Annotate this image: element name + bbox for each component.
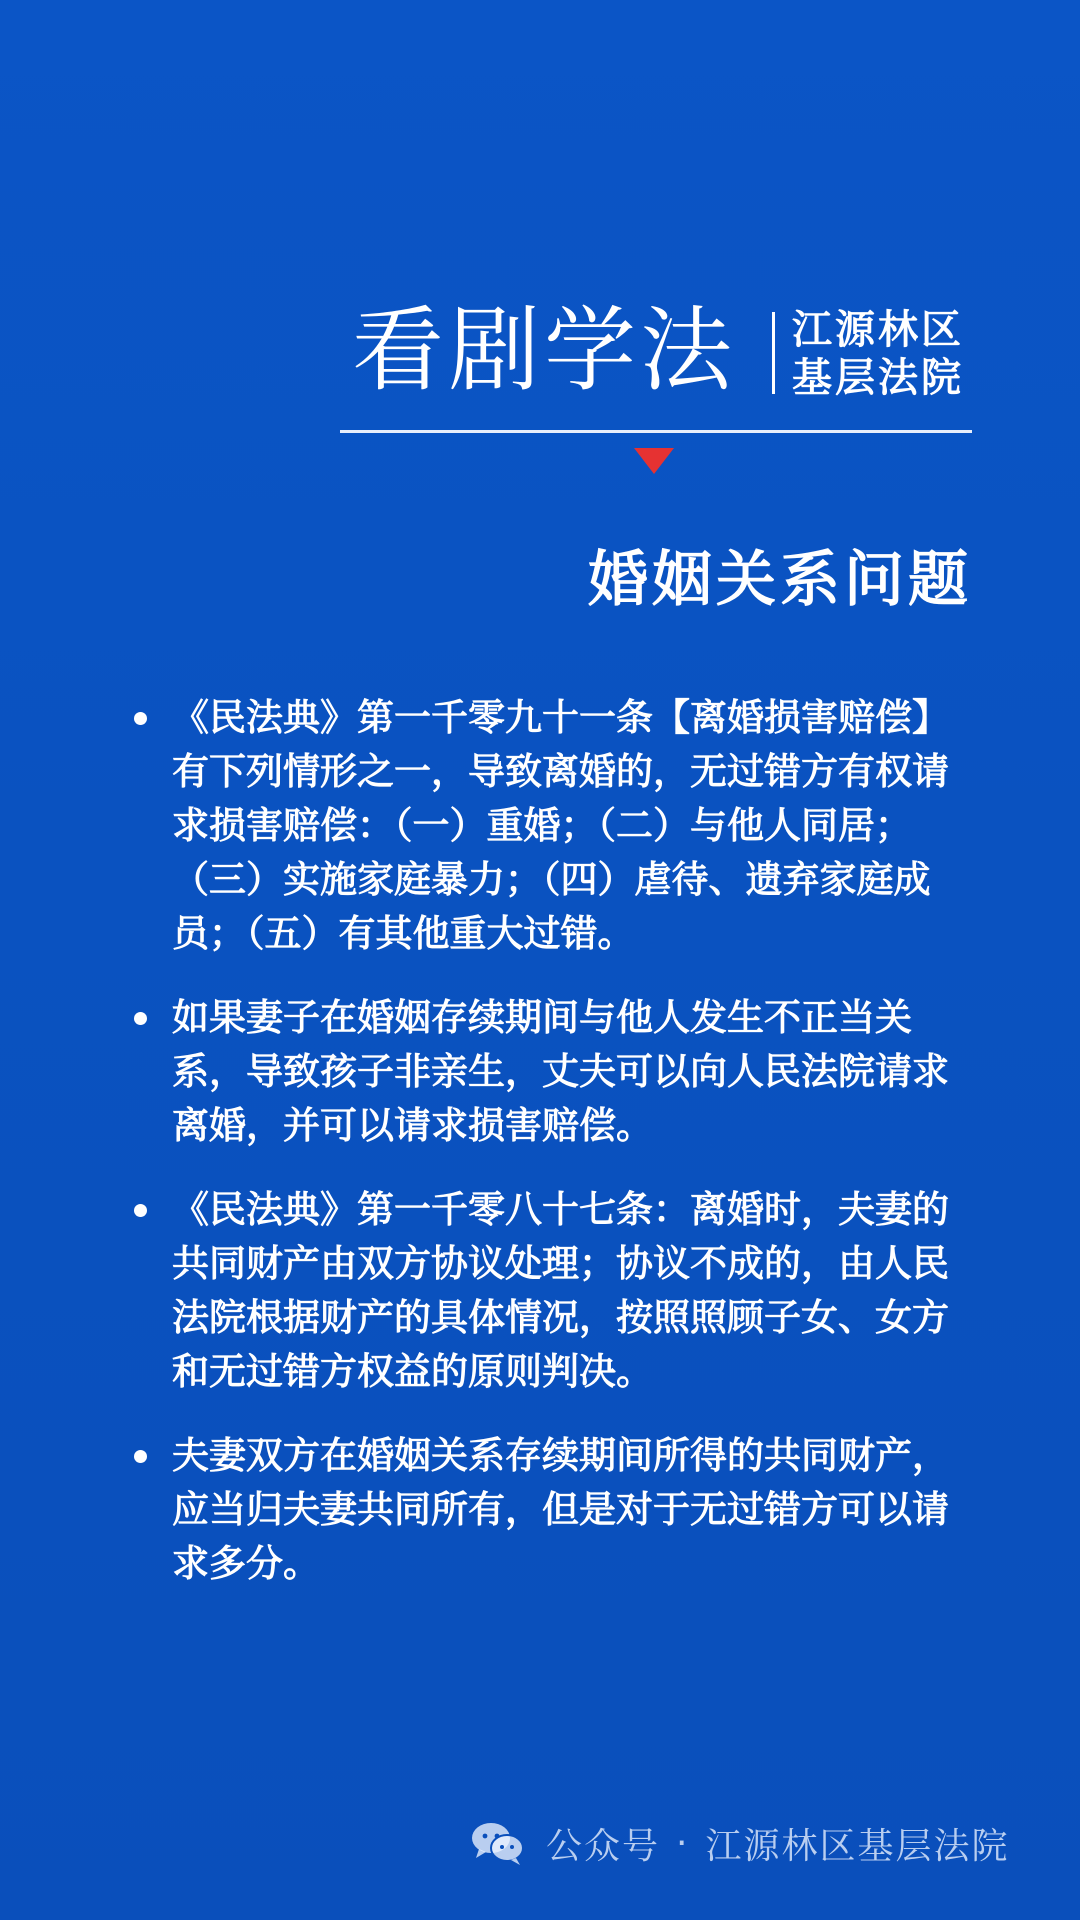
bullet-icon: [134, 1204, 147, 1217]
brand-org-line-1: 江源林区: [792, 307, 964, 353]
list-item-text: 夫妻双方在婚姻关系存续期间所得的共同财产，应当归夫妻共同所有，但是对于无过错方可以请求多分。: [172, 1433, 949, 1585]
list-item: [130, 990, 980, 1152]
section-title: 婚姻关系问题: [588, 545, 972, 615]
list-item-text: 《民法典》第一千零八十七条：离婚时，夫妻的共同财产由双方协议处理；协议不成的，由人民法院根据财产的具体情况，按照照顾子女、女方和无过错方权益的原则判决。: [172, 1187, 949, 1393]
brand-divider: [772, 312, 775, 394]
bullet-icon: [134, 712, 147, 725]
list-item: [130, 1182, 980, 1398]
down-triangle-icon: [634, 448, 674, 474]
footer-separator: ·: [676, 1822, 690, 1864]
wechat-icon: [470, 1820, 526, 1866]
bullet-icon: [134, 1012, 147, 1025]
list-item-text: 如果妻子在婚姻存续期间与他人发生不正当关系，导致孩子非亲生，丈夫可以向人民法院请求离婚，并可以请求损害赔偿。: [172, 995, 949, 1147]
brand-organization: [792, 306, 964, 402]
bullet-icon: [134, 1450, 147, 1463]
list-item: [130, 1428, 980, 1590]
list-item-text: 《民法典》第一千零九十一条【离婚损害赔偿】有下列情形之一，导致离婚的，无过错方有权请求损害赔偿：（一）重婚；（二）与他人同居；（三）实施家庭暴力；（四）虐待、遗弃家庭成员；（五）有其他重大过错。: [172, 695, 949, 955]
account-watermark: [470, 1808, 1060, 1878]
footer-label: 公众号: [546, 1825, 661, 1867]
header-rule: [340, 430, 972, 433]
brand-title: 看剧学法: [352, 297, 737, 404]
law-points-list: [130, 690, 980, 1620]
footer-account-name: 江源林区基层法院: [705, 1825, 1010, 1867]
brand-org-line-2: 基层法院: [792, 355, 964, 401]
list-item: [130, 690, 980, 960]
